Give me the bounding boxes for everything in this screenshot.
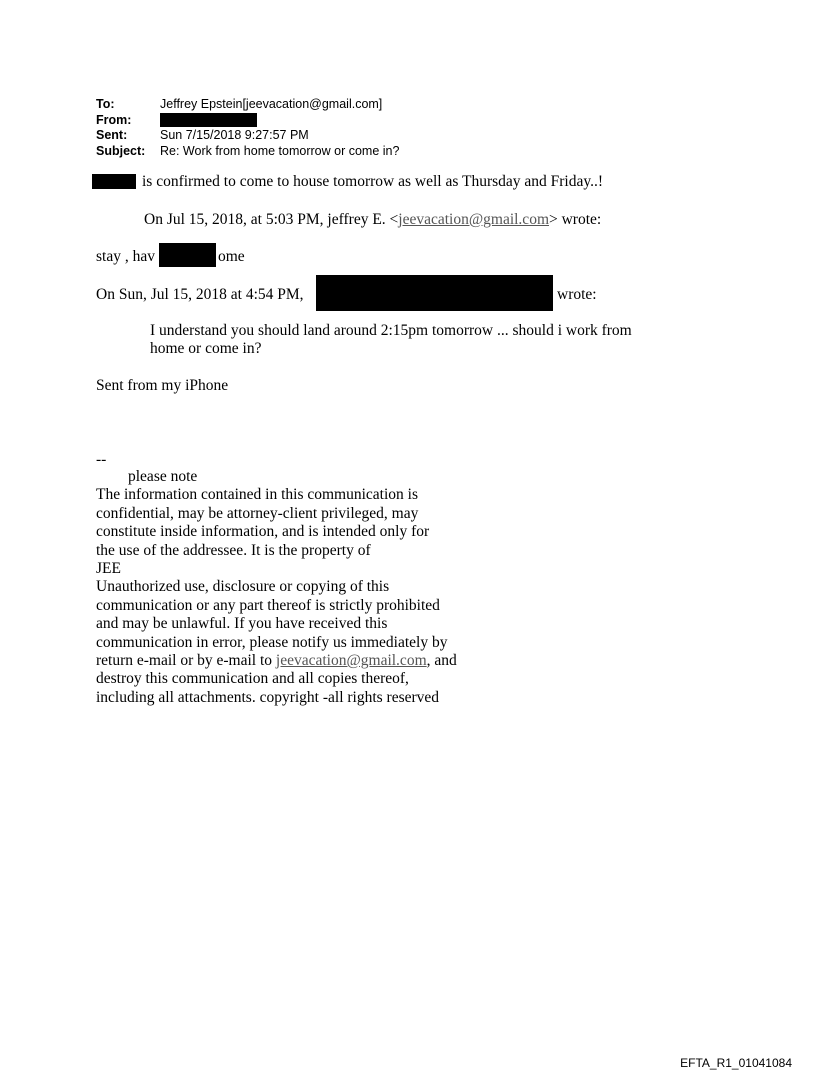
name-redaction-1 (92, 174, 136, 189)
from-redaction (160, 113, 257, 127)
quote-2-suffix: wrote: (557, 286, 597, 303)
return-prefix: return e-mail or by e-mail to (96, 652, 276, 670)
legal-disclaimer (96, 468, 457, 707)
stay-line-suffix: ome (218, 248, 245, 265)
email-link[interactable]: jeevacation@gmail.com (398, 211, 549, 228)
disclaimer-line: communication or any part thereof is strictly prohibited (96, 596, 440, 614)
disclaimer-line: the use of the addressee. It is the property of (96, 541, 371, 559)
stay-line-prefix: stay , hav (96, 248, 155, 265)
quoted-message-line-1: I understand you should land around 2:15pm tomorrow ... should i work from (150, 322, 632, 339)
disclaimer-note: please note (128, 468, 198, 485)
disclaimer-line: constitute inside information, and is intended only for (96, 523, 430, 541)
sender-redaction (316, 275, 553, 311)
disclaimer-line: and may be unlawful. If you have received this (96, 615, 388, 633)
quote-header-2: On Sun, Jul 15, 2018 at 4:54 PM, (96, 286, 304, 303)
disclaimer-line: The information contained in this communication is (96, 486, 418, 504)
iphone-signature: Sent from my iPhone (96, 377, 229, 394)
disclaimer-line: confidential, may be attorney-client privileged, may (96, 504, 419, 522)
subject-row (96, 144, 399, 160)
confirmation-line: is confirmed to come to house tomorrow as well as Thursday and Friday..! (142, 173, 604, 190)
disclaimer-line: including all attachments. copyright -all rights reserved (96, 688, 440, 706)
disclaimer-line: destroy this communication and all copies thereof, (96, 670, 409, 688)
quote-1-suffix: > wrote: (549, 211, 602, 228)
disclaimer-line: communication in error, please notify us immediately by (96, 633, 448, 651)
quoted-message-line-2: home or come in? (150, 340, 262, 357)
subject-value: Re: Work from home tomorrow or come in? (160, 143, 400, 158)
to-row (96, 97, 399, 113)
stay-redaction (159, 243, 216, 267)
disclaimer-line: JEE (96, 560, 121, 578)
disclaimer-email-link[interactable]: jeevacation@gmail.com (275, 652, 427, 670)
sent-value: Sun 7/15/2018 9:27:57 PM (160, 128, 309, 142)
from-label: From: (96, 112, 132, 127)
quote-header-1 (144, 211, 601, 229)
subject-label: Subject: (96, 143, 146, 158)
disclaimer-line: Unauthorized use, disclosure or copying of this (96, 578, 390, 596)
from-row (96, 113, 399, 129)
to-value: Jeffrey Epstein[jeevacation@gmail.com] (160, 97, 383, 111)
email-header (96, 97, 399, 159)
to-label: To: (96, 97, 115, 111)
signature-separator: -- (96, 451, 107, 468)
sent-row (96, 128, 399, 144)
return-suffix: , and (426, 652, 457, 670)
disclaimer-return-line (96, 652, 457, 670)
sent-label: Sent: (96, 128, 128, 142)
document-id: EFTA_R1_01041084 (680, 1056, 792, 1070)
quote-1-prefix: On Jul 15, 2018, at 5:03 PM, jeffrey E. < (144, 211, 399, 228)
